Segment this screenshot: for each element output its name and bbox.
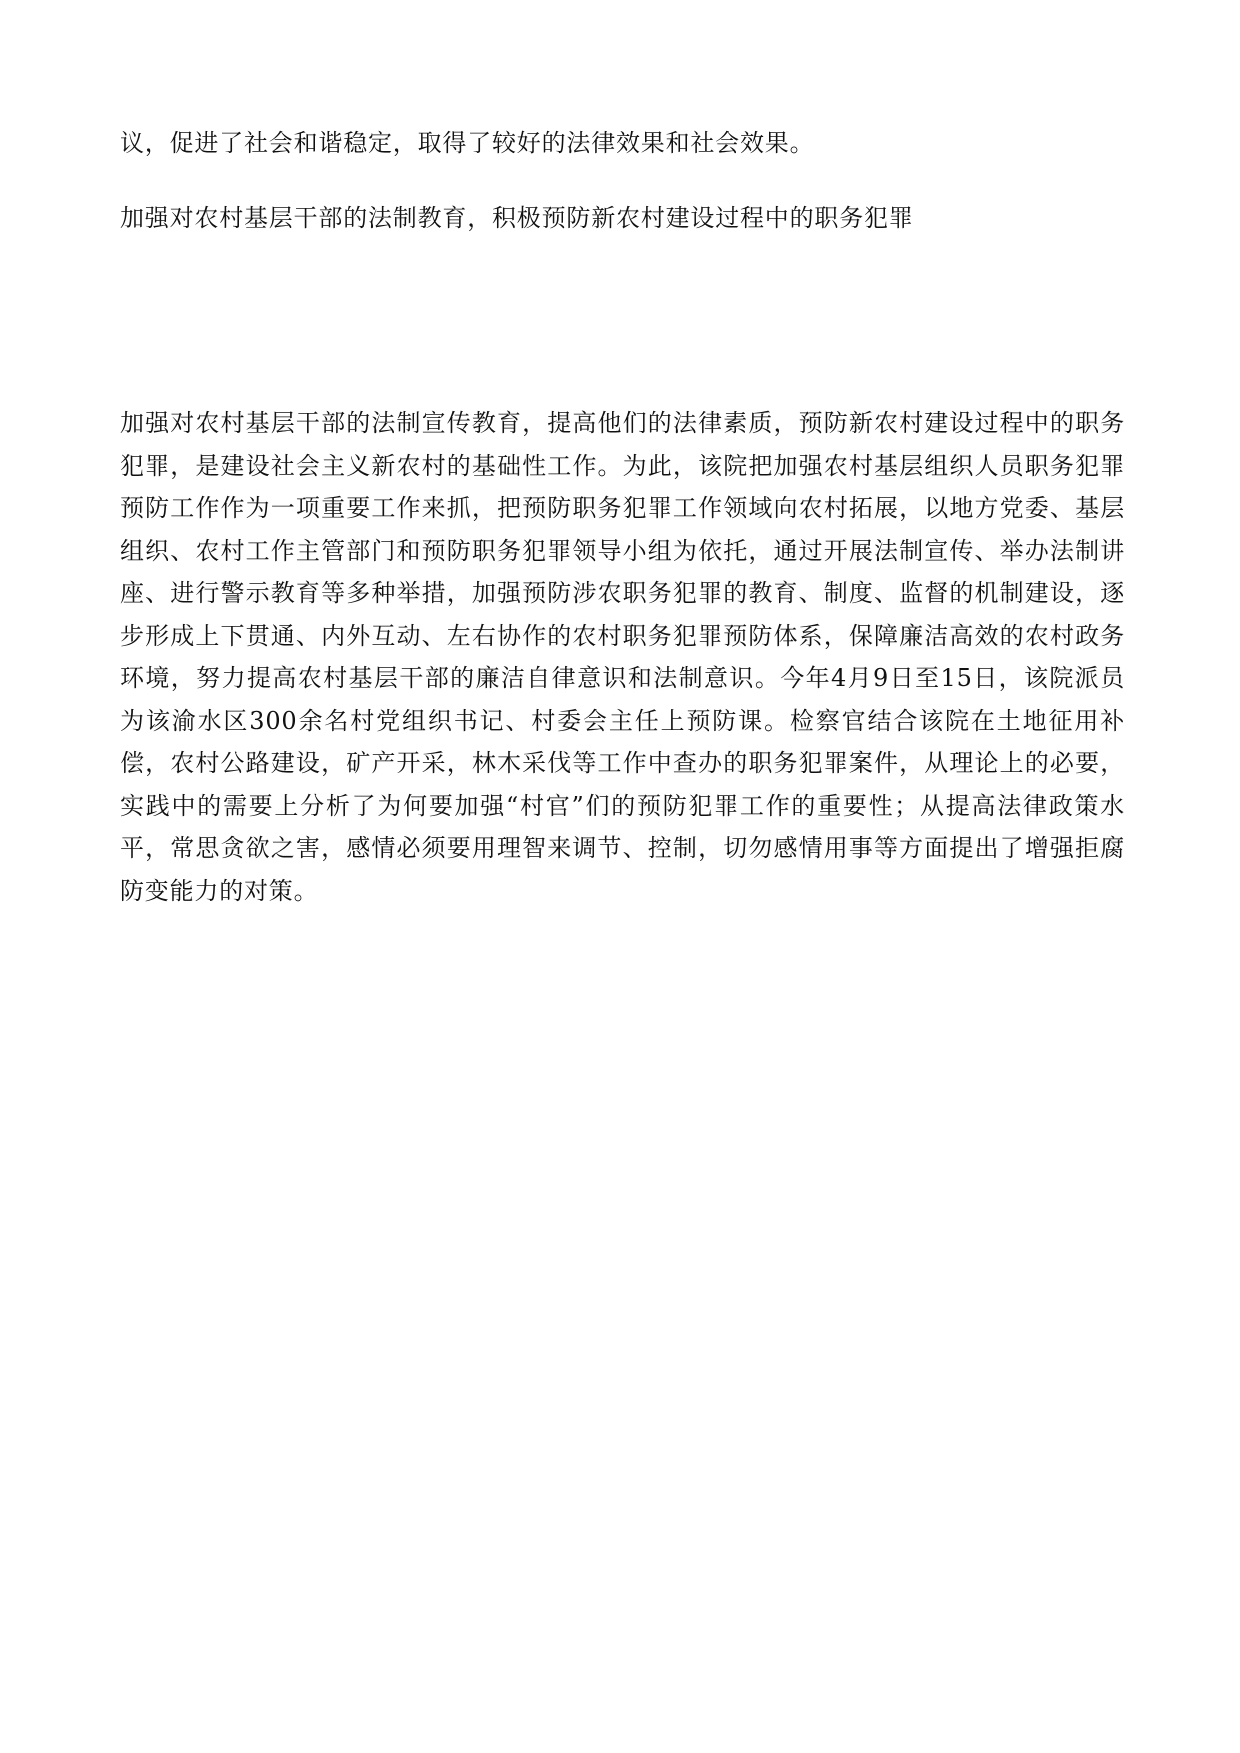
body-paragraph: 加强对农村基层干部的法制宣传教育，提高他们的法律素质，预防新农村建设过程中的职务犯罪，是建设社会主义新农村的基础性工作。为此，该院把加强农村基层组织人员职务犯罪预防工作作为一项重要工作来抓，把预防职务犯罪工作领域向农村拓展，以地方党委、基层组织、农村工作主管部门和预防职务犯罪领导小组为依托，通过开展法制宣传、举办法制讲座、进行警示教育等多种举措，加强预防涉农职务犯罪的教育、制度、监督的机制建设，逐步形成上下贯通、内外互动、左右协作的农村职务犯罪预防体系，保障廉洁高效的农村政务环境，努力提高农村基层干部的廉洁自律意识和法制意识。今年4月9日至15日，该院派员为该渝水区300余名村党组织书记、村委会主任上预防课。检察官结合该院在土地征用补偿，农村公路建设，矿产开采，林木采伐等工作中查办的职务犯罪案件，从理论上的必要，实践中的需要上分析了为何要加强“村官”们的预防犯罪工作的重要性；从提高法律政策水平，常思贪欲之害，感情必须要用理智来调节、控制，切勿感情用事等方面提出了增强拒腐防变能力的对策。: [120, 409, 1125, 905]
section-heading: 加强对农村基层干部的法制教育，积极预防新农村建设过程中的职务犯罪: [120, 204, 914, 232]
continuation-line: 议，促进了社会和谐稳定，取得了较好的法律效果和社会效果。: [120, 129, 815, 157]
